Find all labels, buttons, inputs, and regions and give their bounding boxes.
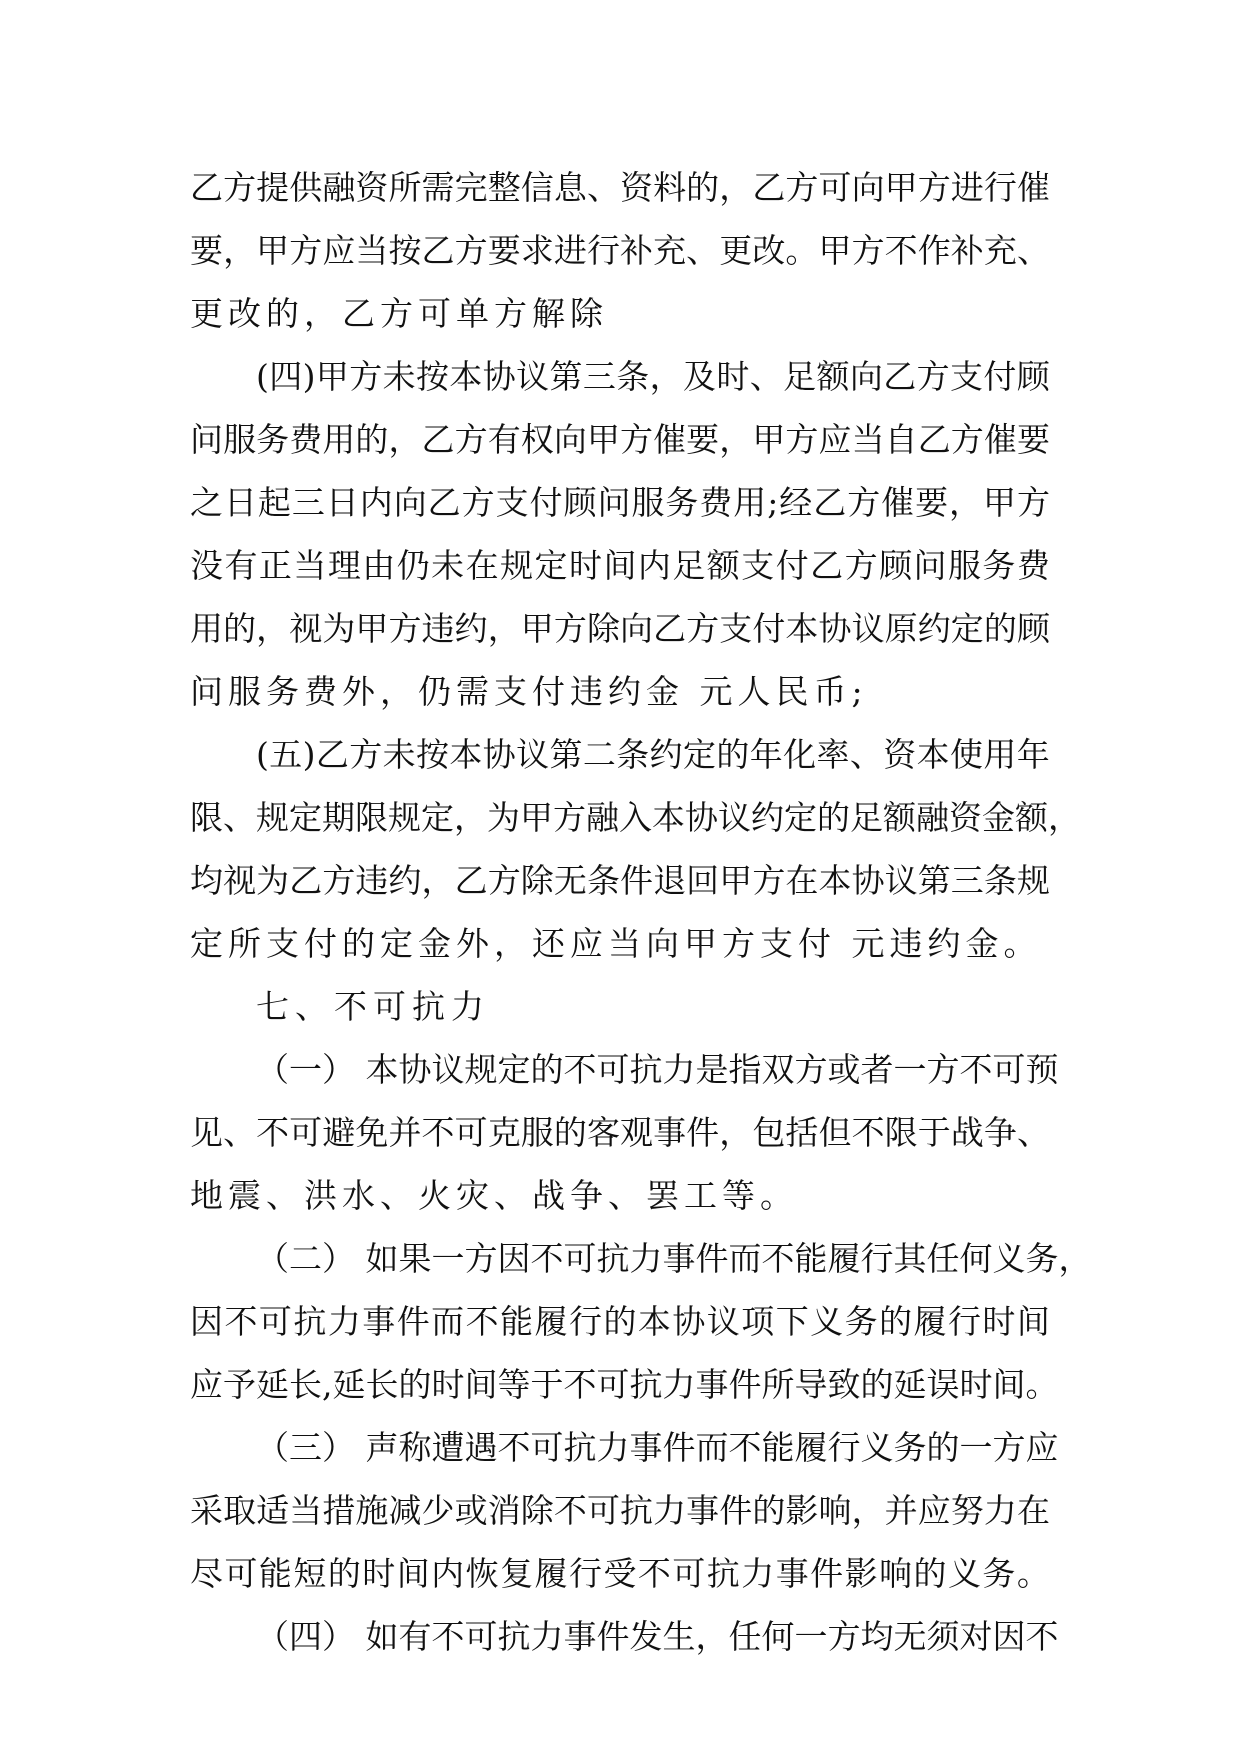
text-line: 乙 方 提 供 融 资 所 需 完 整 信 息 、 资 料 的 ， 乙 方 可 向 甲 方 进 行 催 [190,168,1050,207]
text-line: 见 、 不 可 避 免 并 不 可 克 服 的 客 观 事 件 ， 包 括 但 不 限 于 战 争 、 [190,1113,1050,1152]
text-line: 用 的 ， 视 为 甲 方 违 约 ， 甲 方 除 向 乙 方 支 付 本 协 议 原 约 定 的 顾 [190,609,1050,648]
text-line: 要 ， 甲 方 应 当 按 乙 方 要 求 进 行 补 充 、 更 改 。 甲 方 不 作 补 充 、 [190,231,1050,270]
section-heading: 七、不可抗力 [256,987,490,1026]
text-line: 地震、洪水、火灾、战争、罢工等。 [190,1176,798,1215]
text-line: （ 一 ） 本 协 议 规 定 的 不 可 抗 力 是 指 双 方 或 者 一 方 不 可 预 [256,1050,1059,1089]
text-line: （ 二 ） 如 果 一 方 因 不 可 抗 力 事 件 而 不 能 履 行 其 任 何 义 务 ， [256,1239,1092,1278]
text-line: 问服务费外，仍需支付违约金 元人民币; [190,672,868,711]
text-line: 更改的，乙方可单方解除 [190,294,608,333]
text-line: 采 取 适 当 措 施 减 少 或 消 除 不 可 抗 力 事 件 的 影 响 ， 并 应 努 力 在 [190,1491,1050,1530]
text-line: 问 服 务 费 用 的 ， 乙 方 有 权 向 甲 方 催 要 ， 甲 方 应 当 自 乙 方 催 要 [190,420,1050,459]
document-body [190,156,1092,1668]
text-line: 没 有 正 当 理 由 仍 未 在 规 定 时 间 内 足 额 支 付 乙 方 顾 问 服 务 费 [190,546,1050,585]
text-line: 因 不 可 抗 力 事 件 而 不 能 履 行 的 本 协 议 项 下 义 务 的 履 行 时 间 [190,1302,1050,1341]
text-line: ( 四 ) 甲 方 未 按 本 协 议 第 三 条 ， 及 时 、 足 额 向 乙 方 支 付 顾 [256,357,1050,396]
text-line: （ 三 ） 声 称 遭 遇 不 可 抗 力 事 件 而 不 能 履 行 义 务 的 一 方 应 [256,1428,1059,1467]
text-line: ( 五 ) 乙 方 未 按 本 协 议 第 二 条 约 定 的 年 化 率 、 资 本 使 用 年 [256,735,1050,774]
text-line: 限 、 规 定 期 限 规 定 ， 为 甲 方 融 入 本 协 议 约 定 的 足 额 融 资 金 额 ， [190,798,1081,837]
text-line: （ 四 ） 如 有 不 可 抗 力 事 件 发 生 ， 任 何 一 方 均 无 须 对 因 不 [256,1617,1059,1656]
text-line: 之 日 起 三 日 内 向 乙 方 支 付 顾 问 服 务 费 用 ; 经 乙 方 催 要 ， 甲 方 [190,483,1050,522]
text-line: 定所支付的定金外，还应当向甲方支付 元违约金。 [190,924,1042,963]
text-line: 尽 可 能 短 的 时 间 内 恢 复 履 行 受 不 可 抗 力 事 件 影 响 的 义 务 。 [190,1554,1050,1593]
text-line: 均 视 为 乙 方 违 约 ， 乙 方 除 无 条 件 退 回 甲 方 在 本 协 议 第 三 条 规 [190,861,1050,900]
text-line: 应 予 延 长 , 延 长 的 时 间 等 于 不 可 抗 力 事 件 所 导 致 的 延 误 时 间 。 [190,1365,1059,1404]
